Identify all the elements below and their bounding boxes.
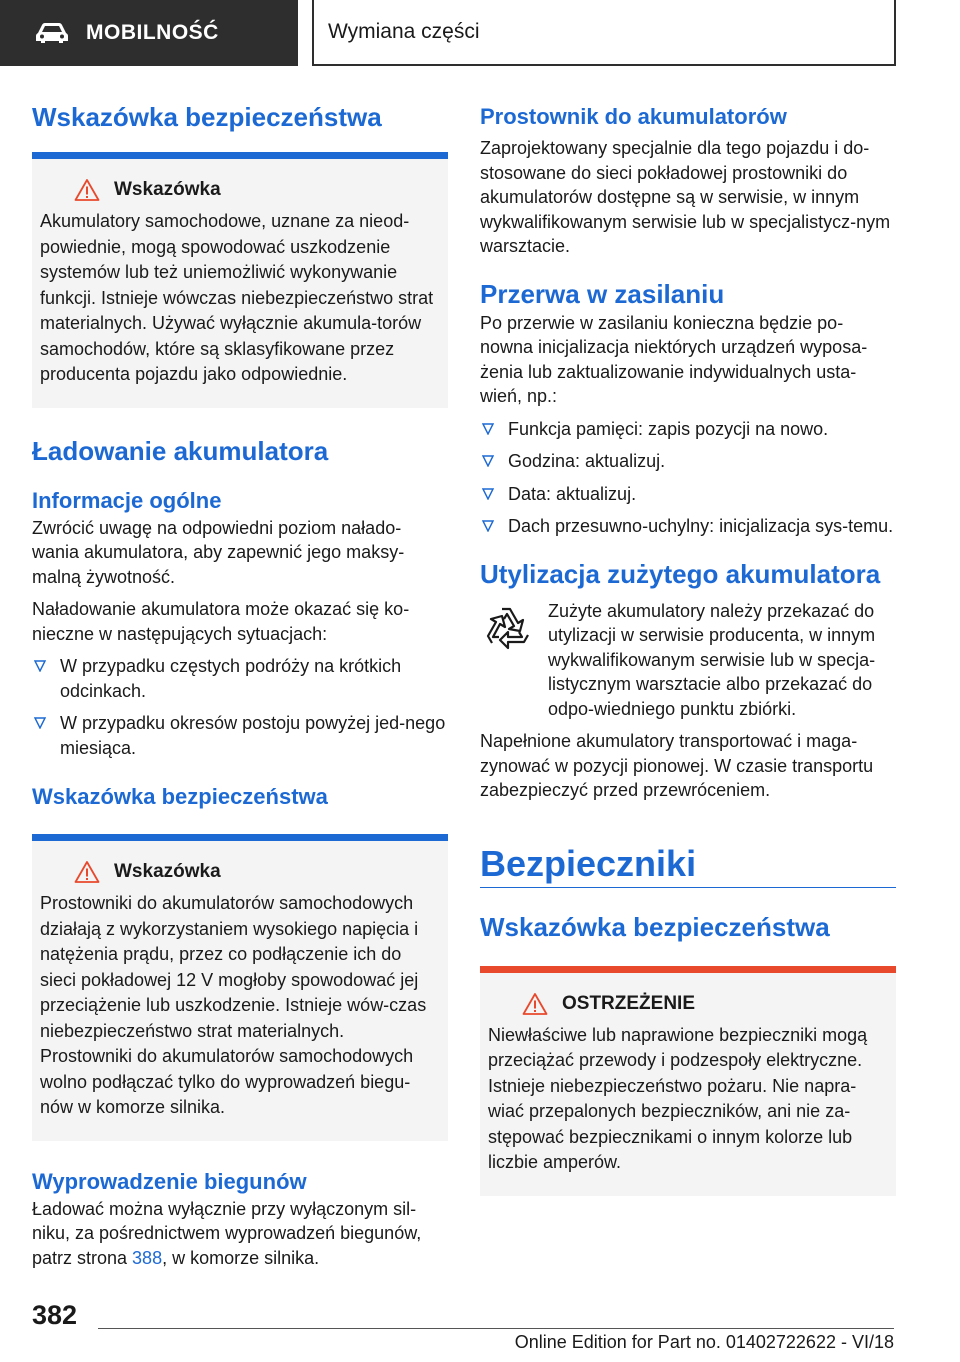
safety-heading-3: Wskazówka bezpieczeństwa <box>480 911 830 942</box>
note-title-1: Wskazówka <box>40 177 440 203</box>
disposal-block <box>480 599 896 722</box>
section-tab <box>0 0 298 66</box>
footer-rule <box>98 1328 894 1329</box>
note-title-2: Wskazówka <box>40 859 440 885</box>
warning-text: Niewłaściwe lub naprawione bezpieczniki mogą przeciążać przewody i podzespoły elektryczne. Istnieje niebezpieczeństwo pożaru. Nie napra-wiać przepalonych bezpieczników, ani nie za-stępować bezpiecznikami o innym kolorze lub liczbie amperów. <box>488 1024 868 1172</box>
warning-triangle-icon <box>74 178 100 202</box>
fuses-heading: Bezpieczniki <box>480 842 697 884</box>
power-outage-list <box>480 417 896 539</box>
list-item: Funkcja pamięci: zapis pozycji na nowo. <box>480 417 896 442</box>
note-box-2 <box>32 834 448 1141</box>
power-outage-heading: Przerwa w zasilaniu <box>480 278 725 309</box>
car-icon <box>34 21 70 45</box>
note-box-1 <box>32 152 448 408</box>
list-item: Data: aktualizuj. <box>480 482 896 507</box>
triangle-bullet-icon <box>482 423 494 435</box>
warning-triangle-icon <box>74 860 100 884</box>
general-info-heading: Informacje ogólne <box>32 487 222 513</box>
recycle-icon <box>480 601 536 657</box>
charger-paragraph: Zaprojektowany specjalnie dla tego pojazdu i do-stosowane do sieci pokładowej prostowniki do akumulatorów dostępne są w serwisie, w innym wykwalifikowanym serwisie lub w specjalistycz-nym warsztacie. <box>480 138 891 256</box>
disposal-paragraph: Zużyte akumulatory należy przekazać do utylizacji w serwisie producenta, w innym wykwalifikowanym serwisie lub w specja-listycznym warsztacie albo przekazać do odpo-wiedniego punktu zbiórki. <box>548 600 876 719</box>
warning-box <box>480 966 896 1196</box>
edition-label: Online Edition for Part no. 01402722622 - VI/18 <box>514 1332 894 1352</box>
note-text-1: Akumulatory samochodowe, uznane za nieod-powiednie, mogą spowodować uszkodzenie systemów lub też uniemożliwić wykonywanie funkcji. Istnieje wówczas niebezpieczeństwo strat materialnych. Używać wyłącznie akumula-torów samochodów, które są sklasyfikowane przez producenta pojazdu jako odpowiednie. <box>40 211 434 384</box>
general-paragraph-1: Zwrócić uwagę na odpowiedni poziom nałado-wania akumulatora, aby zapewnić jego maksy-malną żywotność. <box>32 517 405 587</box>
triangle-bullet-icon <box>482 488 494 500</box>
safety-heading-1: Wskazówka bezpieczeństwa <box>32 102 382 132</box>
poles-paragraph: Ładować można wyłącznie przy wyłączonym sil-niku, za pośrednictwem wyprowadzeń biegunów, patrz strona 388, w komorze silnika. <box>32 1198 422 1268</box>
warning-triangle-icon <box>522 992 548 1016</box>
chapter-tab <box>312 0 896 66</box>
fuses-heading-rule <box>480 887 896 888</box>
triangle-bullet-icon <box>482 520 494 532</box>
page-reference-link[interactable]: 388 <box>132 1247 163 1268</box>
chapter-title: Wymiana części <box>328 20 480 43</box>
list-item: Dach przesuwno-uchylny: inicjalizacja sys-temu. <box>480 514 896 539</box>
page-header <box>0 0 960 66</box>
disposal-heading: Utylizacja zużytego akumulatora <box>480 558 881 589</box>
list-item: W przypadku okresów postoju powyżej jed-nego miesiąca. <box>32 711 448 760</box>
general-paragraph-2: Naładowanie akumulatora może okazać się ko-nieczne w następujących sytuacjach: <box>32 599 410 644</box>
section-title: MOBILNOŚĆ <box>86 21 219 44</box>
list-item: W przypadku częstych podróży na krótkich odcinkach. <box>32 654 448 703</box>
power-outage-paragraph: Po przerwie w zasilaniu konieczna będzie po-nowna inicjalizacja niektórych urządzeń wyposa-żenia lub zaktualizowanie indywidualnych usta-wień, np.: <box>480 312 868 406</box>
disposal-paragraph-2: Napełnione akumulatory transportować i maga-zynować w pozycji pionowej. W czasie transportu zabezpieczyć przed przewróceniem. <box>480 731 874 800</box>
safety-heading-2: Wskazówka bezpieczeństwa <box>32 784 328 809</box>
right-column <box>480 100 896 1196</box>
list-item: Godzina: aktualizuj. <box>480 449 896 474</box>
left-column <box>32 100 448 1270</box>
general-list <box>32 654 448 760</box>
charging-heading: Ładowanie akumulatora <box>32 435 329 466</box>
page-number: 382 <box>32 1300 78 1330</box>
triangle-bullet-icon <box>34 660 46 672</box>
poles-heading: Wyprowadzenie biegunów <box>32 1168 307 1194</box>
triangle-bullet-icon <box>482 455 494 467</box>
note-text-2: Prostowniki do akumulatorów samochodowych działają z wykorzystaniem wysokiego napięcia i natężenia prądu, przez co podłączenie ich do sieci pokładowej 12 V mogłoby spowodować jej przeciążenie lub uszkodzenie. Istnieje wów-czas niebezpieczeństwo strat materialnych. Prostowniki do akumulatorów samochodowych wolno podłączać tylko do wyprowadzeń biegu-nów w komorze silnika. <box>40 893 427 1117</box>
charger-heading: Prostownik do akumulatorów <box>480 104 787 129</box>
triangle-bullet-icon <box>34 717 46 729</box>
warning-title: OSTRZEŻENIE <box>488 991 888 1017</box>
